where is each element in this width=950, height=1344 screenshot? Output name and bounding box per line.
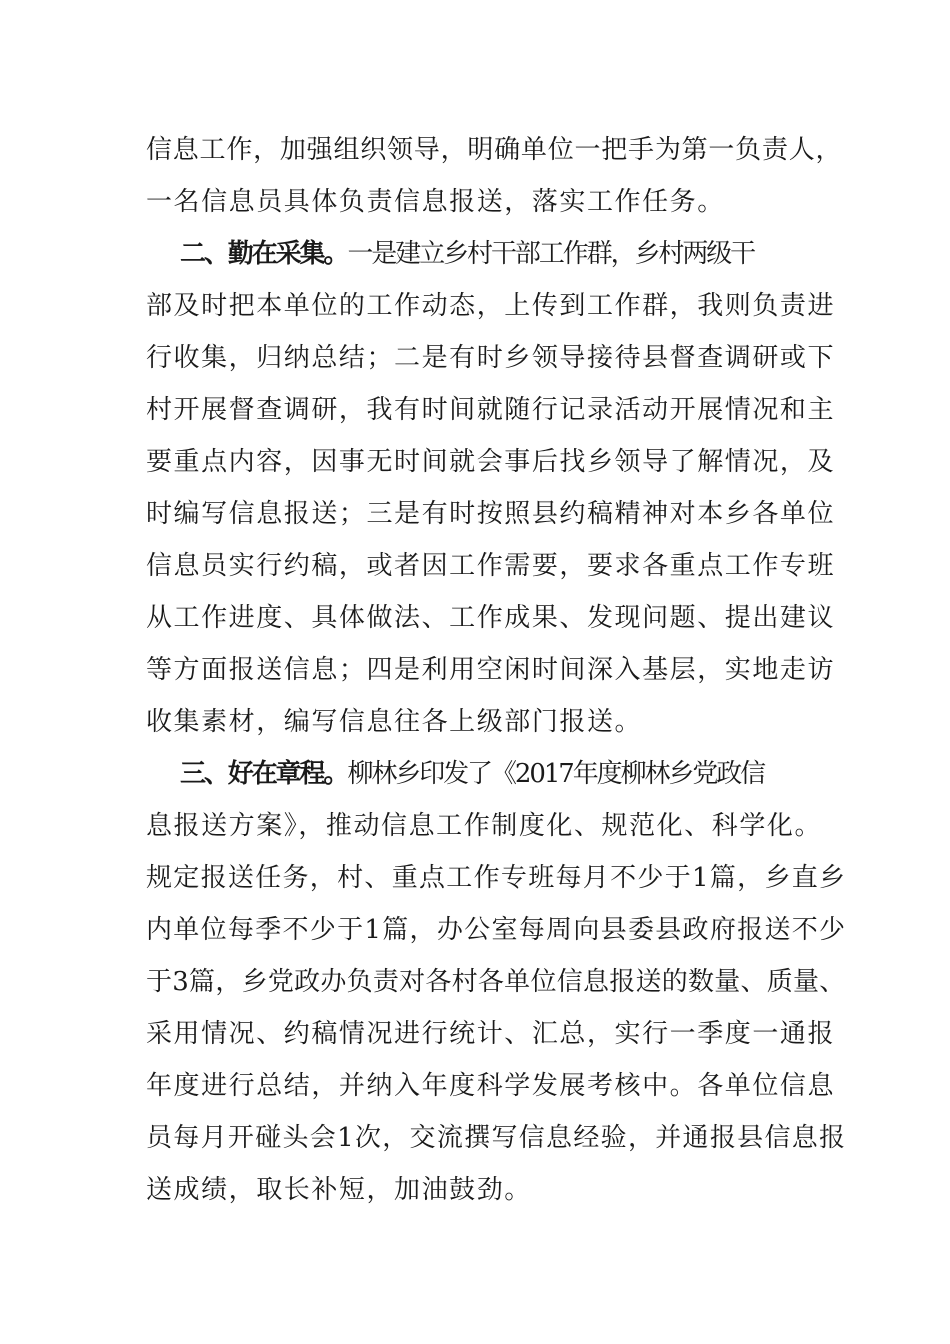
text-line: 一名信息员具体负责信息报送，落实工作任务。 <box>146 187 725 217</box>
text-line: 信息员实行约稿，或者因工作需要，要求各重点工作专班 <box>146 551 836 581</box>
section-heading: 二、勤在采集。 <box>180 239 348 269</box>
text-line: 行收集，归纳总结；二是有时乡领导接待县督查调研或下 <box>146 343 836 373</box>
text-line: 部及时把本单位的工作动态，上传到工作群，我则负责进 <box>146 291 836 321</box>
text-line: 等方面报送信息；四是利用空闲时间深入基层，实地走访 <box>146 655 836 685</box>
text-line: 规定报送任务，村、重点工作专班每月不少于1篇，乡直乡 <box>146 863 847 893</box>
section-heading-line: 二、勤在采集。一是建立乡村干部工作群，乡村两级干 <box>180 239 755 269</box>
section-heading-line: 三、好在章程。柳林乡印发了《2017年度柳林乡党政信 <box>180 759 765 789</box>
section-heading: 三、好在章程。 <box>180 759 348 789</box>
text-line: 送成绩，取长补短，加油鼓劲。 <box>146 1175 532 1205</box>
text-line: 年度进行总结，并纳入年度科学发展考核中。各单位信息 <box>146 1071 836 1101</box>
text-line: 内单位每季不少于1篇，办公室每周向县委县政府报送不少 <box>146 915 847 945</box>
text-line: 信息工作，加强组织领导，明确单位一把手为第一负责人， <box>146 135 843 165</box>
text-line: 员每月开碰头会1次，交流撰写信息经验，并通报县信息报 <box>146 1123 847 1153</box>
text-line: 村开展督查调研，我有时间就随行记录活动开展情况和主 <box>146 395 836 425</box>
text-line: 要重点内容，因事无时间就会事后找乡领导了解情况，及 <box>146 447 836 477</box>
text-line: 时编写信息报送；三是有时按照县约稿精神对本乡各单位 <box>146 499 836 529</box>
text-line: 从工作进度、具体做法、工作成果、发现问题、提出建议 <box>146 603 836 633</box>
text-line: 采用情况、约稿情况进行统计、汇总，实行一季度一通报 <box>146 1019 836 1049</box>
text-line: 于3篇，乡党政办负责对各村各单位信息报送的数量、质量、 <box>146 967 846 997</box>
text-line: 息报送方案》，推动信息工作制度化、规范化、科学化。 <box>146 811 823 841</box>
text-line: 收集素材，编写信息往各上级部门报送。 <box>146 707 643 737</box>
